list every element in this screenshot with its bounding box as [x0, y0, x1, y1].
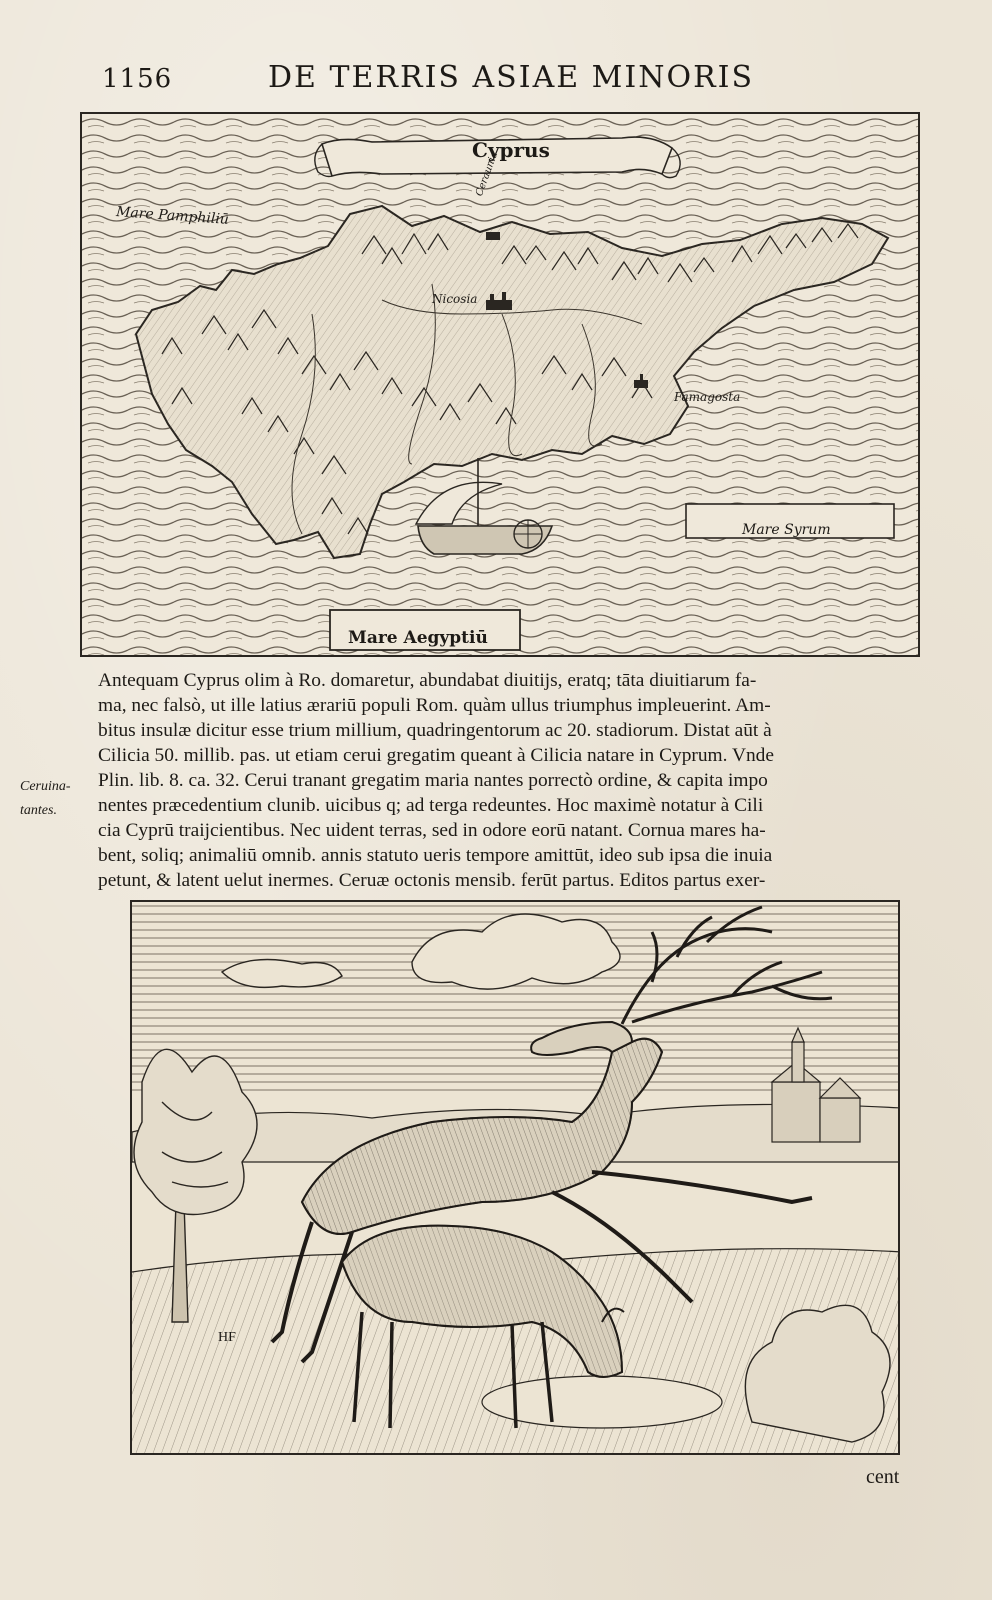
catchword: cent — [866, 1466, 900, 1488]
label-mare-pamphilium: Mare Pamphiliū — [115, 204, 230, 228]
body-line: cia Cyprū traijcientibus. Nec uident terras, sed in odore eorū natant. Cornua mares ha- — [98, 820, 766, 841]
label-famagosta: Famagosta — [674, 390, 741, 404]
woodcut-engraving — [132, 902, 900, 1455]
body-line: bitus insulæ dicitur esse trium millium, quadringentorum ac 20. stadiorum. Distat aūt à — [98, 720, 772, 741]
page-number: 1156 — [102, 64, 173, 94]
body-line: ma, nec falsò, ut ille latius ærariū populi Rom. quàm ullus triumphus impleuerint. Am- — [98, 695, 771, 716]
body-line: Antequam Cyprus olim à Ro. domaretur, abundabat diuitijs, eratq; tāta diuitiarum fa- — [98, 670, 757, 691]
deer-woodcut — [130, 900, 900, 1455]
body-line: bent, soliq; animaliū omnib. annis statuto ueris tempore amittūt, ideo sub ipsa die inuia — [98, 845, 773, 866]
margin-note — [20, 775, 71, 823]
map-engraving — [82, 114, 920, 657]
label-mare-aegyptium: Mare Aegyptiū — [348, 628, 488, 648]
label-mare-syrum: Mare Syrum — [742, 522, 831, 538]
map-title: Cyprus — [472, 138, 550, 162]
margin-note-line: Ceruina- — [20, 779, 71, 794]
body-line: Plin. lib. 8. ca. 32. Cerui tranant gregatim maria nantes porrectò ordine, & capita impo — [98, 770, 768, 791]
margin-note-line: tantes. — [20, 803, 57, 818]
running-head: DE TERRIS ASIAE MINORIS — [268, 60, 755, 95]
label-nicosia: Nicosia — [432, 292, 478, 306]
label-ceraunia: Ceraunia — [474, 150, 501, 198]
cyprus-map — [80, 112, 920, 657]
body-text — [98, 668, 920, 893]
body-line: nentes præcedentium clunib. uicibus q; ad terga redeuntes. Hoc maximè notatur à Cili — [98, 795, 764, 816]
body-line: petunt, & latent uelut inermes. Ceruæ octonis mensib. ferūt partus. Editos partus exer- — [98, 870, 766, 891]
artist-monogram: HF — [218, 1330, 236, 1345]
body-line: Cilicia 50. millib. pas. ut etiam cerui gregatim queant à Cilicia natare in Cyprum. Vnde — [98, 745, 774, 766]
